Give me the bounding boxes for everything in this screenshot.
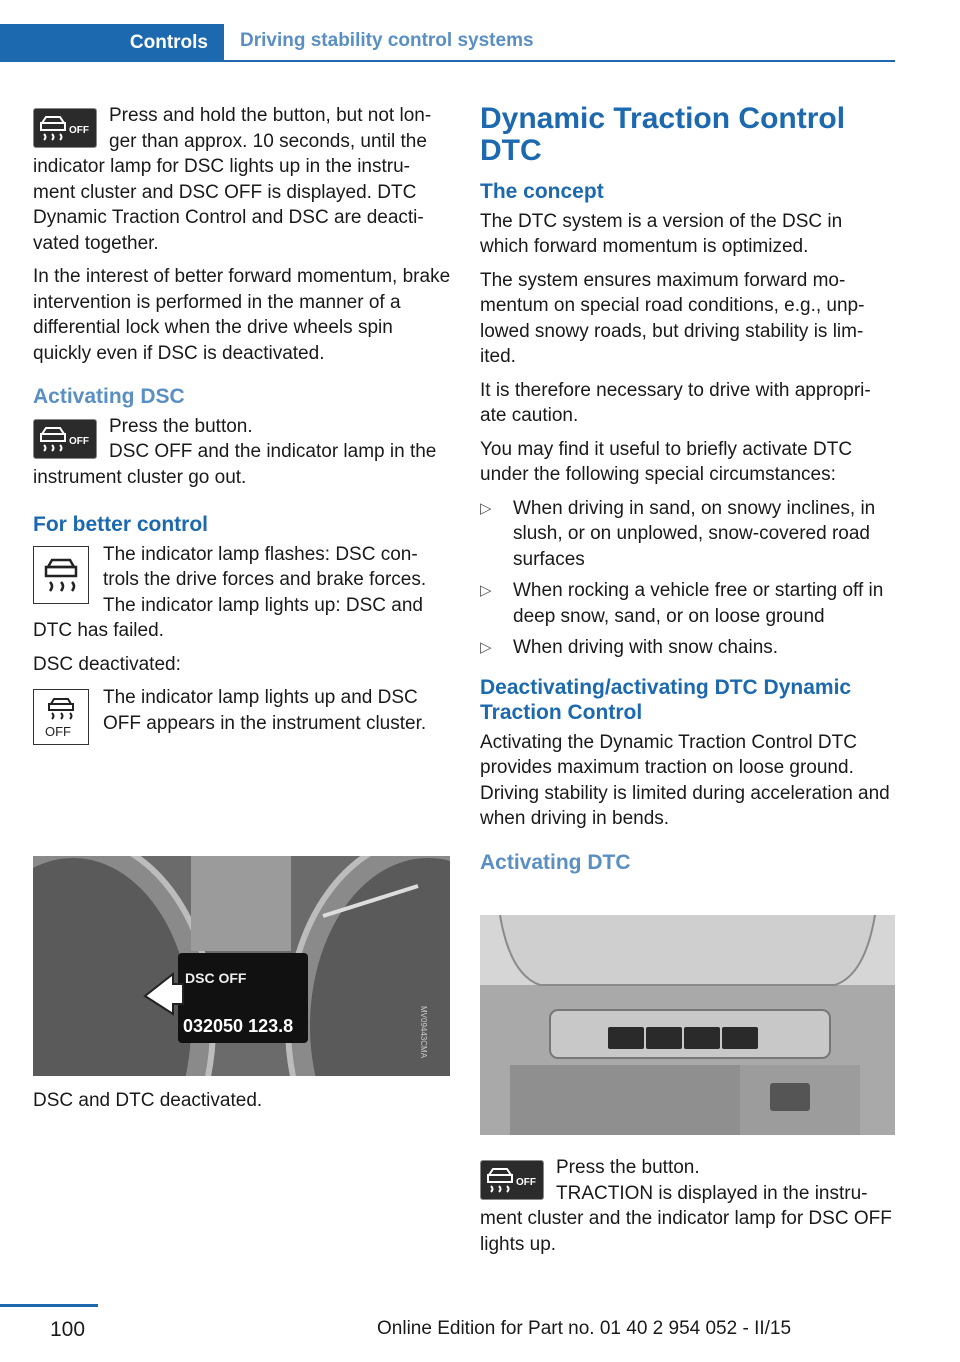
paragraph: The system ensures maximum forward mo‐mentum on special road conditions, e.g., unp‐lowed snowy roads, but driving stability is lim‐ited. <box>480 269 865 367</box>
page-number: 100 <box>50 1318 86 1341</box>
dsc-off-button-icon <box>33 108 97 148</box>
list-item: ▷ When driving with snow chains. <box>480 635 895 661</box>
list-item: ▷ When driving in sand, on snowy inclines, in slush, or on unplowed, snow-covered road surfaces <box>480 496 895 573</box>
paragraph <box>33 103 451 256</box>
paragraph: Activating the Dynamic Traction Control DTC provides maximum traction on loose ground. Driving stability is limited during acceleration and when driving in bends. <box>480 731 890 829</box>
text: Press the button. <box>109 415 253 437</box>
svg-text:OFF: OFF <box>69 435 89 447</box>
section-heading: Activating DSC <box>33 385 185 408</box>
instrument-cluster-photo <box>33 856 450 1076</box>
svg-text:OFF: OFF <box>516 1177 536 1188</box>
header-rule <box>224 60 895 62</box>
display-text: DSC OFF <box>185 970 247 986</box>
section-heading: Activating DTC <box>480 850 631 874</box>
section-tab <box>0 24 224 62</box>
dsc-off-button-icon <box>480 1160 544 1200</box>
list-item: ▷ When rocking a vehicle free or starting off in deep snow, sand, or on loose ground <box>480 578 895 629</box>
section-heading: For better control <box>33 513 209 536</box>
odometer-text: 032050 123.8 <box>183 1016 294 1036</box>
dsc-off-button-icon <box>33 419 97 459</box>
svg-text:OFF: OFF <box>45 724 71 739</box>
bullet-list <box>480 496 895 661</box>
svg-text:OFF: OFF <box>69 125 89 136</box>
page-title: Dynamic Traction Control DTC <box>480 102 846 167</box>
paragraph <box>33 685 451 739</box>
intro-text: Press and hold the button, but not lon‐ger than approx. 10 seconds, until the indicator lamp for DSC lights up in the instru‐ment cluster and DSC OFF is displayed. DTC Dynamic Traction Control and DSC are deacti‐vated together. <box>33 105 432 254</box>
paragraph <box>480 1155 895 1257</box>
left-column <box>33 103 451 749</box>
text: TRACTION is displayed in the instru‐ment cluster and the indicator lamp for DSC OFF lights up. <box>480 1182 892 1255</box>
paragraph <box>33 414 451 491</box>
footer-rule <box>0 1304 98 1307</box>
text: The indicator lamp lights up and DSC OFF appears in the instrument cluster. <box>103 687 427 734</box>
paragraph: You may find it useful to briefly activate DTC under the following special circumstances: <box>480 438 853 485</box>
section-title: Controls <box>129 32 208 53</box>
text: The indicator lamp lights up: DSC and DTC has failed. <box>33 594 423 641</box>
photo-caption: DSC and DTC deactivated. <box>33 1090 263 1111</box>
activating-dtc-text <box>480 1155 895 1265</box>
text: DSC OFF and the indicator lamp in the instrument cluster go out. <box>33 441 437 488</box>
subsection-title: Driving stability control systems <box>240 30 534 51</box>
text: Press the button. <box>556 1157 700 1178</box>
image-code: MV09443CMA <box>419 1006 428 1059</box>
dsc-off-indicator-icon <box>33 689 89 745</box>
paragraph: DSC deactivated: <box>33 653 181 675</box>
paragraph <box>33 542 451 644</box>
center-console-photo <box>480 915 895 1135</box>
section-heading: The concept <box>480 180 604 203</box>
edition-text: Online Edition for Part no. 01 40 2 954 052 - II/15 <box>377 1318 792 1339</box>
right-column <box>480 103 895 879</box>
section-heading: Deactivating/activating DTC Dynamic Traction Control <box>480 675 852 724</box>
text: The indicator lamp flashes: DSC con‐trols the drive forces and brake forces. <box>103 543 427 590</box>
paragraph: The DTC system is a version of the DSC in which forward momentum is optimized. <box>480 210 843 257</box>
paragraph: In the interest of better forward momentum, brake intervention is performed in the manner of a differential lock when the drive wheels spin quickly even if DSC is deactivated. <box>33 266 451 364</box>
paragraph: It is therefore necessary to drive with appropri‐ate caution. <box>480 379 871 426</box>
skid-indicator-icon <box>33 546 89 604</box>
